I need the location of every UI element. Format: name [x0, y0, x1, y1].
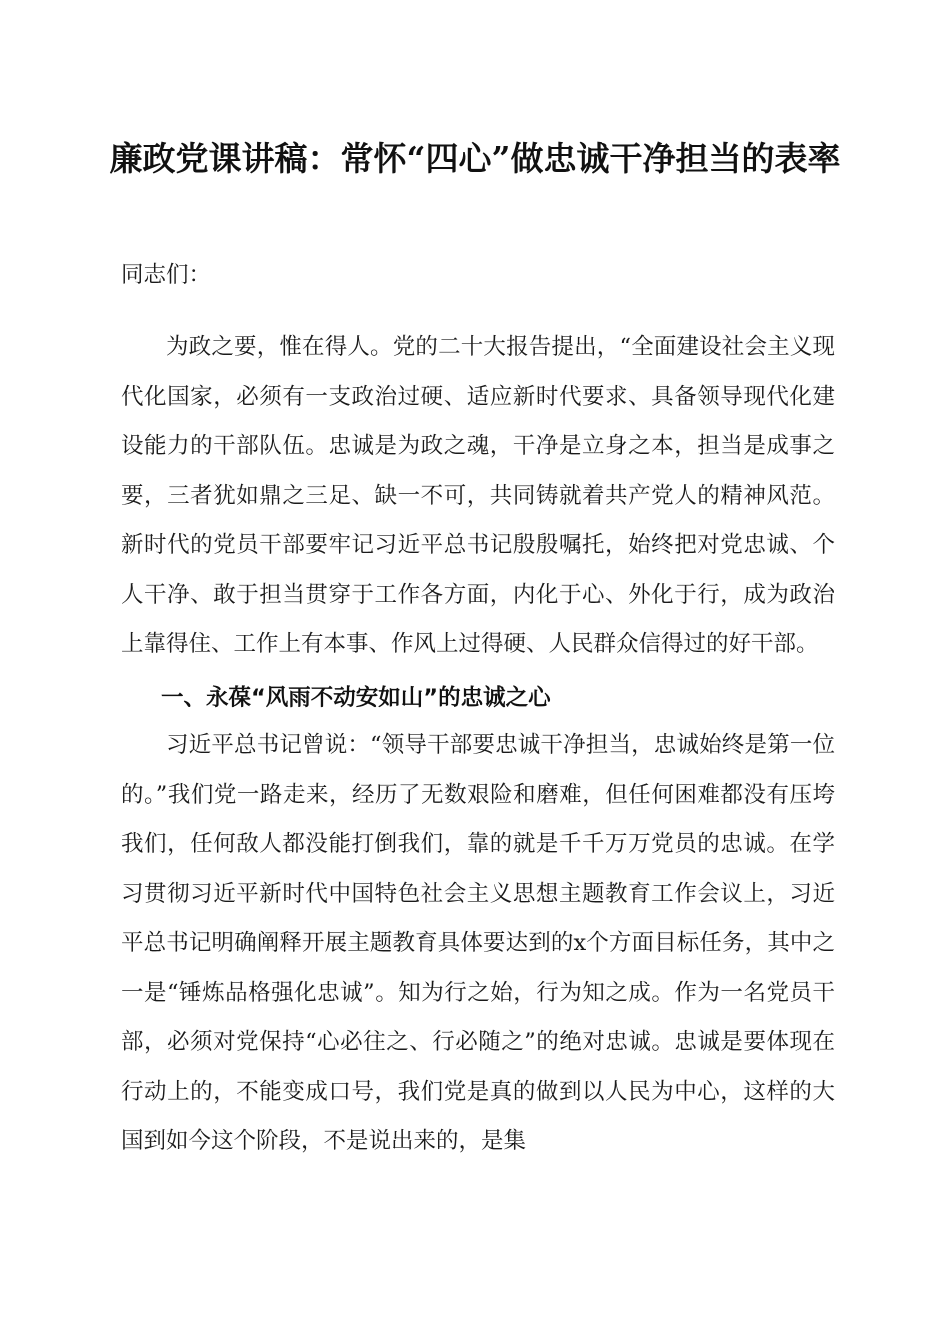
document-title: 廉政党课讲稿：常怀“四心”做忠诚干净担当的表率: [109, 139, 841, 178]
section-paragraph: 习近平总书记曾说：“领导干部要忠诚干净担当，忠诚始终是第一位的。”我们党一路走来，经历了无数艰险和磨难，但任何困难都没有压垮我们，任何敌人都没能打倒我们，靠的就是千千万万党员的忠诚。在学习贯彻习近平新时代中国特色社会主义思想主题教育工作会议上，习近平总书记明确阐释开展主题教育具体要达到的x个方面目标任务，其中之一是“锤炼品格强化忠诚”。知为行之始，行为知之成。作为一名党员干部，必须对党保持“心必往之、行必随之”的绝对忠诚。忠诚是要体现在行动上的，不能变成口号，我们党是真的做到以人民为中心，这样的大国到如今这个阶段，不是说出来的，是集: [121, 732, 835, 1154]
intro-paragraph: 为政之要，惟在得人。党的二十大报告提出，“全面建设社会主义现代化国家，必须有一支政治过硬、适应新时代要求、具备领导现代化建设能力的干部队伍。忠诚是为政之魂，干净是立身之本，担当是成事之要，三者犹如鼎之三足、缺一不可，共同铸就着共产党人的精神风范。新时代的党员干部要牢记习近平总书记殷殷嘱托，始终把对党忠诚、个人干净、敢于担当贯穿于工作各方面，内化于心、外化于行，成为政治上靠得住、工作上有本事、作风上过得硬、人民群众信得过的好干部。: [121, 334, 835, 657]
greeting: 同志们：: [121, 262, 212, 288]
section-heading: 一、永葆“风雨不动安如山”的忠诚之心: [161, 685, 551, 711]
